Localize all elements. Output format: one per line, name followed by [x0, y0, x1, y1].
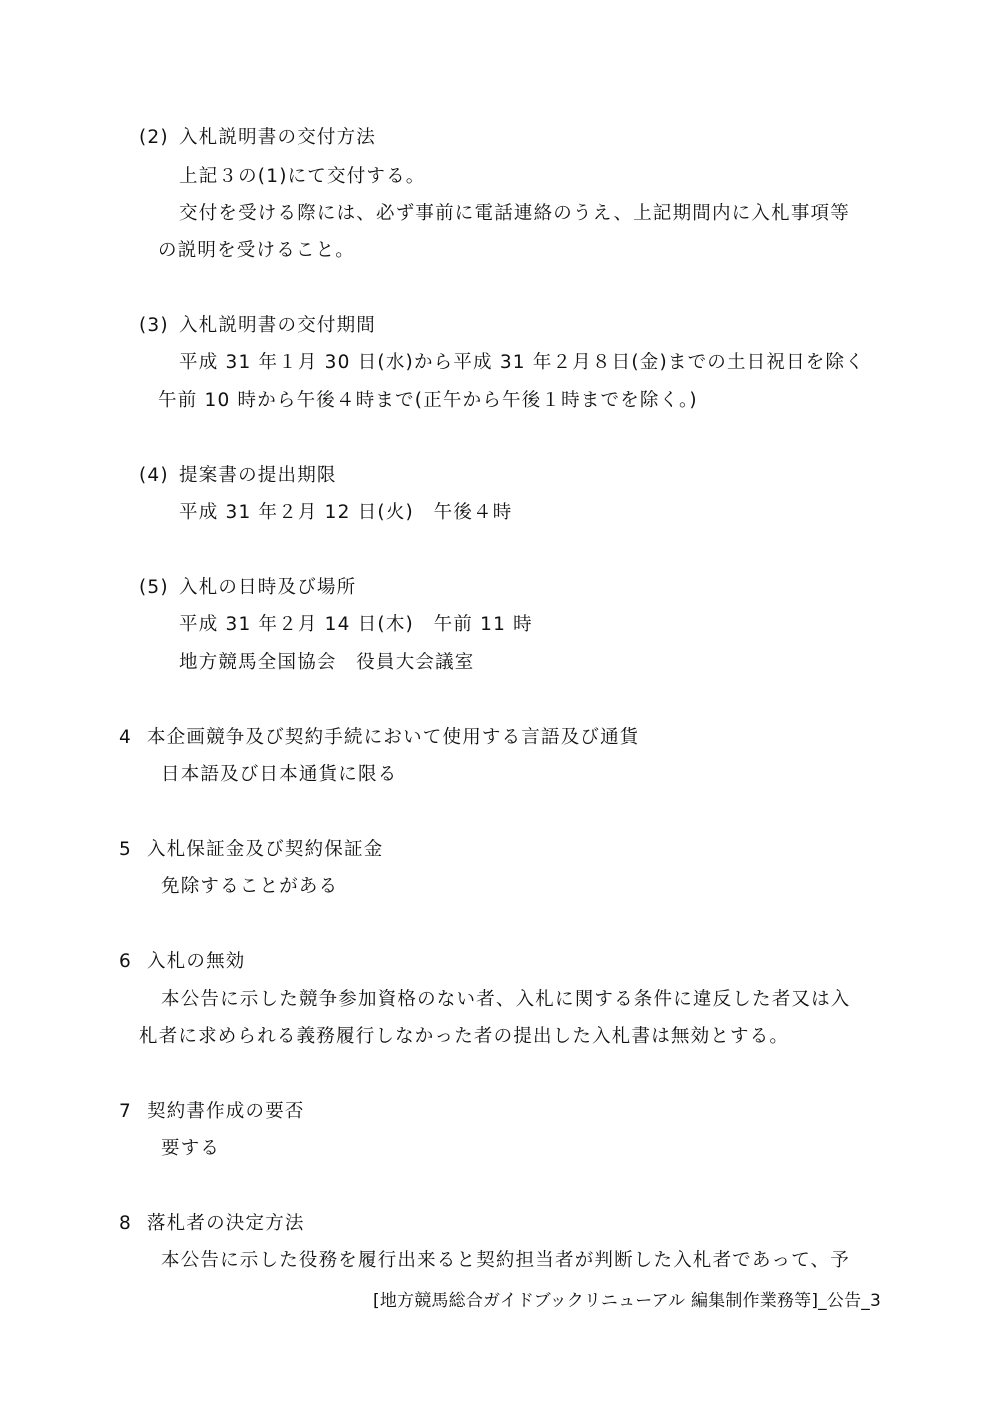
section-3-4-heading [139, 464, 337, 488]
section-3-2-heading [139, 126, 376, 150]
section-8-heading [119, 1212, 305, 1236]
paragraph-line: 地方競馬全国協会 役員大会議室 [179, 652, 475, 673]
section-title: 入札の無効 [147, 951, 246, 972]
paragraph-line: 上記３の(1)にて交付する。 [179, 166, 426, 187]
paragraph-line: 本公告に示した役務を履行出来ると契約担当者が判断した入札者であって、予 [161, 1250, 850, 1271]
paragraph-line: 平成 31 年２月 12 日(火) 午後４時 [179, 502, 513, 523]
section-title: 本企画競争及び契約手続において使用する言語及び通貨 [147, 727, 640, 748]
section-number: (2) [139, 127, 169, 148]
section-number: 4 [119, 727, 132, 748]
section-number: 7 [119, 1101, 132, 1122]
section-7-heading [119, 1100, 305, 1124]
section-title: 落札者の決定方法 [147, 1213, 305, 1234]
paragraph-line: 免除することがある [161, 876, 339, 897]
section-3-5-heading [139, 576, 356, 600]
section-title: 入札説明書の交付期間 [179, 315, 377, 336]
paragraph-line: 日本語及び日本通貨に限る [161, 764, 398, 785]
section-5-heading [119, 838, 383, 862]
section-6-heading [119, 950, 246, 974]
section-title: 提案書の提出期限 [179, 465, 337, 486]
paragraph-line: 要する [161, 1138, 221, 1159]
section-3-3-heading [139, 314, 376, 338]
section-4-heading [119, 726, 640, 750]
paragraph-line: 平成 31 年１月 30 日(水)から平成 31 年２月８日(金)までの土日祝日を除く [179, 352, 865, 373]
section-title: 契約書作成の要否 [147, 1101, 305, 1122]
paragraph-line: の説明を受けること。 [158, 240, 356, 261]
page-footer: [地方競馬総合ガイドブックリニューアル 編集制作業務等]_公告_3 [372, 1291, 881, 1311]
section-number: (5) [139, 577, 169, 598]
paragraph-line: 平成 31 年２月 14 日(木) 午前 11 時 [179, 614, 533, 635]
paragraph-line: 午前 10 時から午後４時まで(正午から午後１時までを除く。) [158, 390, 698, 411]
paragraph-line: 本公告に示した競争参加資格のない者、入札に関する条件に違反した者又は入 [161, 989, 851, 1010]
section-number: 8 [119, 1213, 132, 1234]
paragraph-line: 札者に求められる義務履行しなかった者の提出した入札書は無効とする。 [139, 1026, 790, 1047]
paragraph-line: 交付を受ける際には、必ず事前に電話連絡のうえ、上記期間内に入札事項等 [179, 203, 850, 224]
section-number: 5 [119, 839, 132, 860]
section-title: 入札保証金及び契約保証金 [147, 839, 384, 860]
section-title: 入札説明書の交付方法 [179, 127, 377, 148]
section-number: 6 [119, 951, 132, 972]
section-number: (3) [139, 315, 169, 336]
section-title: 入札の日時及び場所 [179, 577, 357, 598]
section-number: (4) [139, 465, 169, 486]
